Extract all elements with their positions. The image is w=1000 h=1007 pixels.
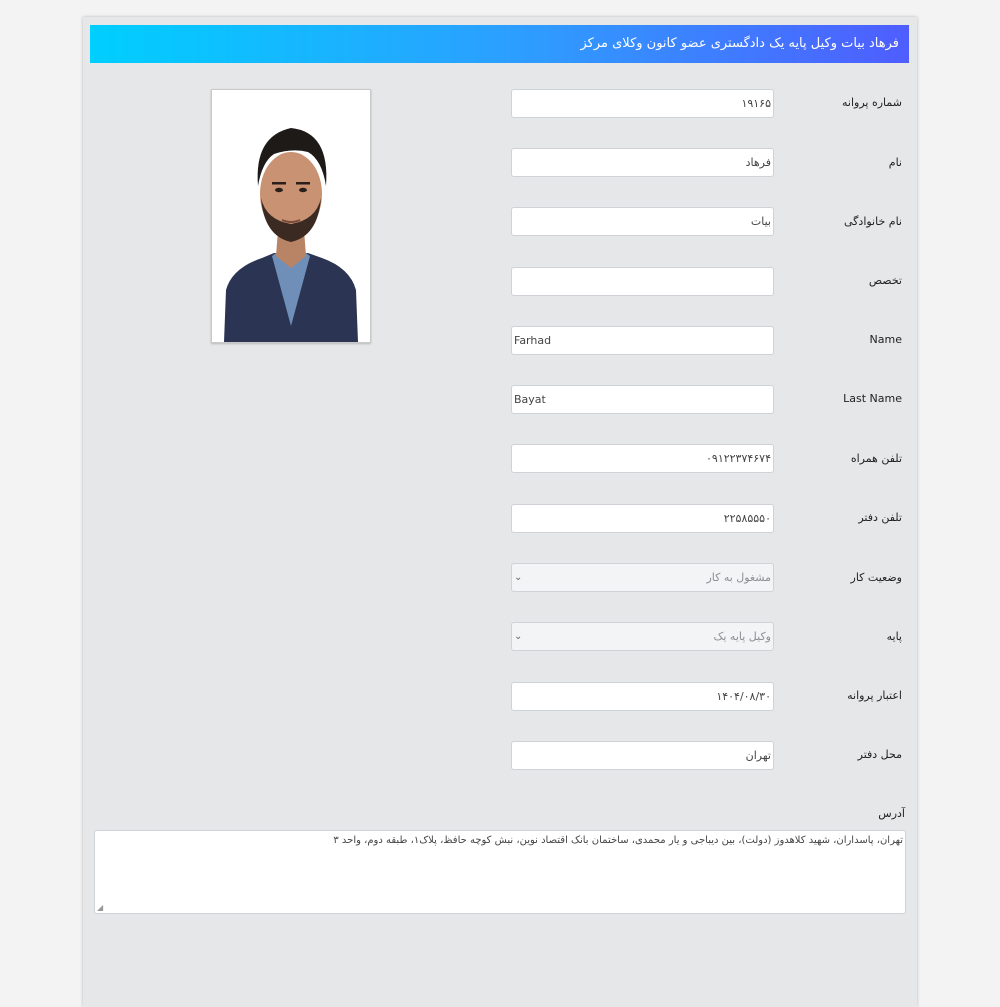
specialty-label: تخصص (868, 274, 902, 287)
grade-value: وکیل پایه یک (713, 630, 771, 643)
first-name-fa-label: نام (888, 156, 902, 169)
address-textarea[interactable] (94, 830, 906, 914)
license-number-label: شماره پروانه (842, 96, 902, 109)
last-name-en-field[interactable]: Bayat (511, 385, 774, 414)
grade-select[interactable] (511, 622, 774, 651)
chevron-down-icon: ⌄ (514, 572, 523, 583)
profile-card (83, 17, 917, 1007)
last-name-fa-label: نام خانوادگی (844, 215, 902, 228)
office-phone-field[interactable]: ۲۲۵۸۵۵۵۰ (511, 504, 774, 533)
profile-photo (211, 89, 371, 343)
work-status-value: مشغول به کار (706, 571, 771, 584)
mobile-phone-field[interactable]: ۰۹۱۲۲۳۷۴۶۷۴ (511, 444, 774, 473)
mobile-phone-label: تلفن همراه (850, 452, 902, 465)
work-status-label: وضعیت کار (850, 571, 902, 584)
address-text: تهران، پاسداران، شهید کلاهدوز (دولت)، بین دیباجی و یار محمدی، ساختمان بانک اقتصاد نوین، نبش کوچه حافظ، پلاک۱، طبقه دوم، واحد ۳ (333, 835, 903, 846)
first-name-fa-field[interactable]: فرهاد (511, 148, 774, 177)
chevron-down-icon: ⌄ (514, 631, 523, 642)
license-validity-field[interactable]: ۱۴۰۴/۰۸/۳۰ (511, 682, 774, 711)
license-validity-label: اعتبار پروانه (847, 689, 902, 702)
page-title: فرهاد بیات وکیل پایه یک دادگستری عضو کانون وکلای مرکز (90, 25, 909, 63)
specialty-field[interactable] (511, 267, 774, 296)
office-phone-label: تلفن دفتر (858, 511, 902, 524)
name-en-label: Name (869, 333, 902, 346)
last-name-en-label: Last Name (843, 392, 902, 405)
grade-label: پایه (886, 630, 902, 643)
office-location-label: محل دفتر (857, 748, 902, 761)
license-number-field[interactable]: ۱۹۱۶۵ (511, 89, 774, 118)
office-location-field[interactable]: تهران (511, 741, 774, 770)
person-photo-icon (212, 90, 370, 342)
last-name-fa-field[interactable]: بیات (511, 207, 774, 236)
work-status-select[interactable] (511, 563, 774, 592)
name-en-field[interactable]: Farhad (511, 326, 774, 355)
resize-handle-icon[interactable]: ◢ (97, 903, 104, 912)
address-label: آدرس (878, 807, 905, 820)
